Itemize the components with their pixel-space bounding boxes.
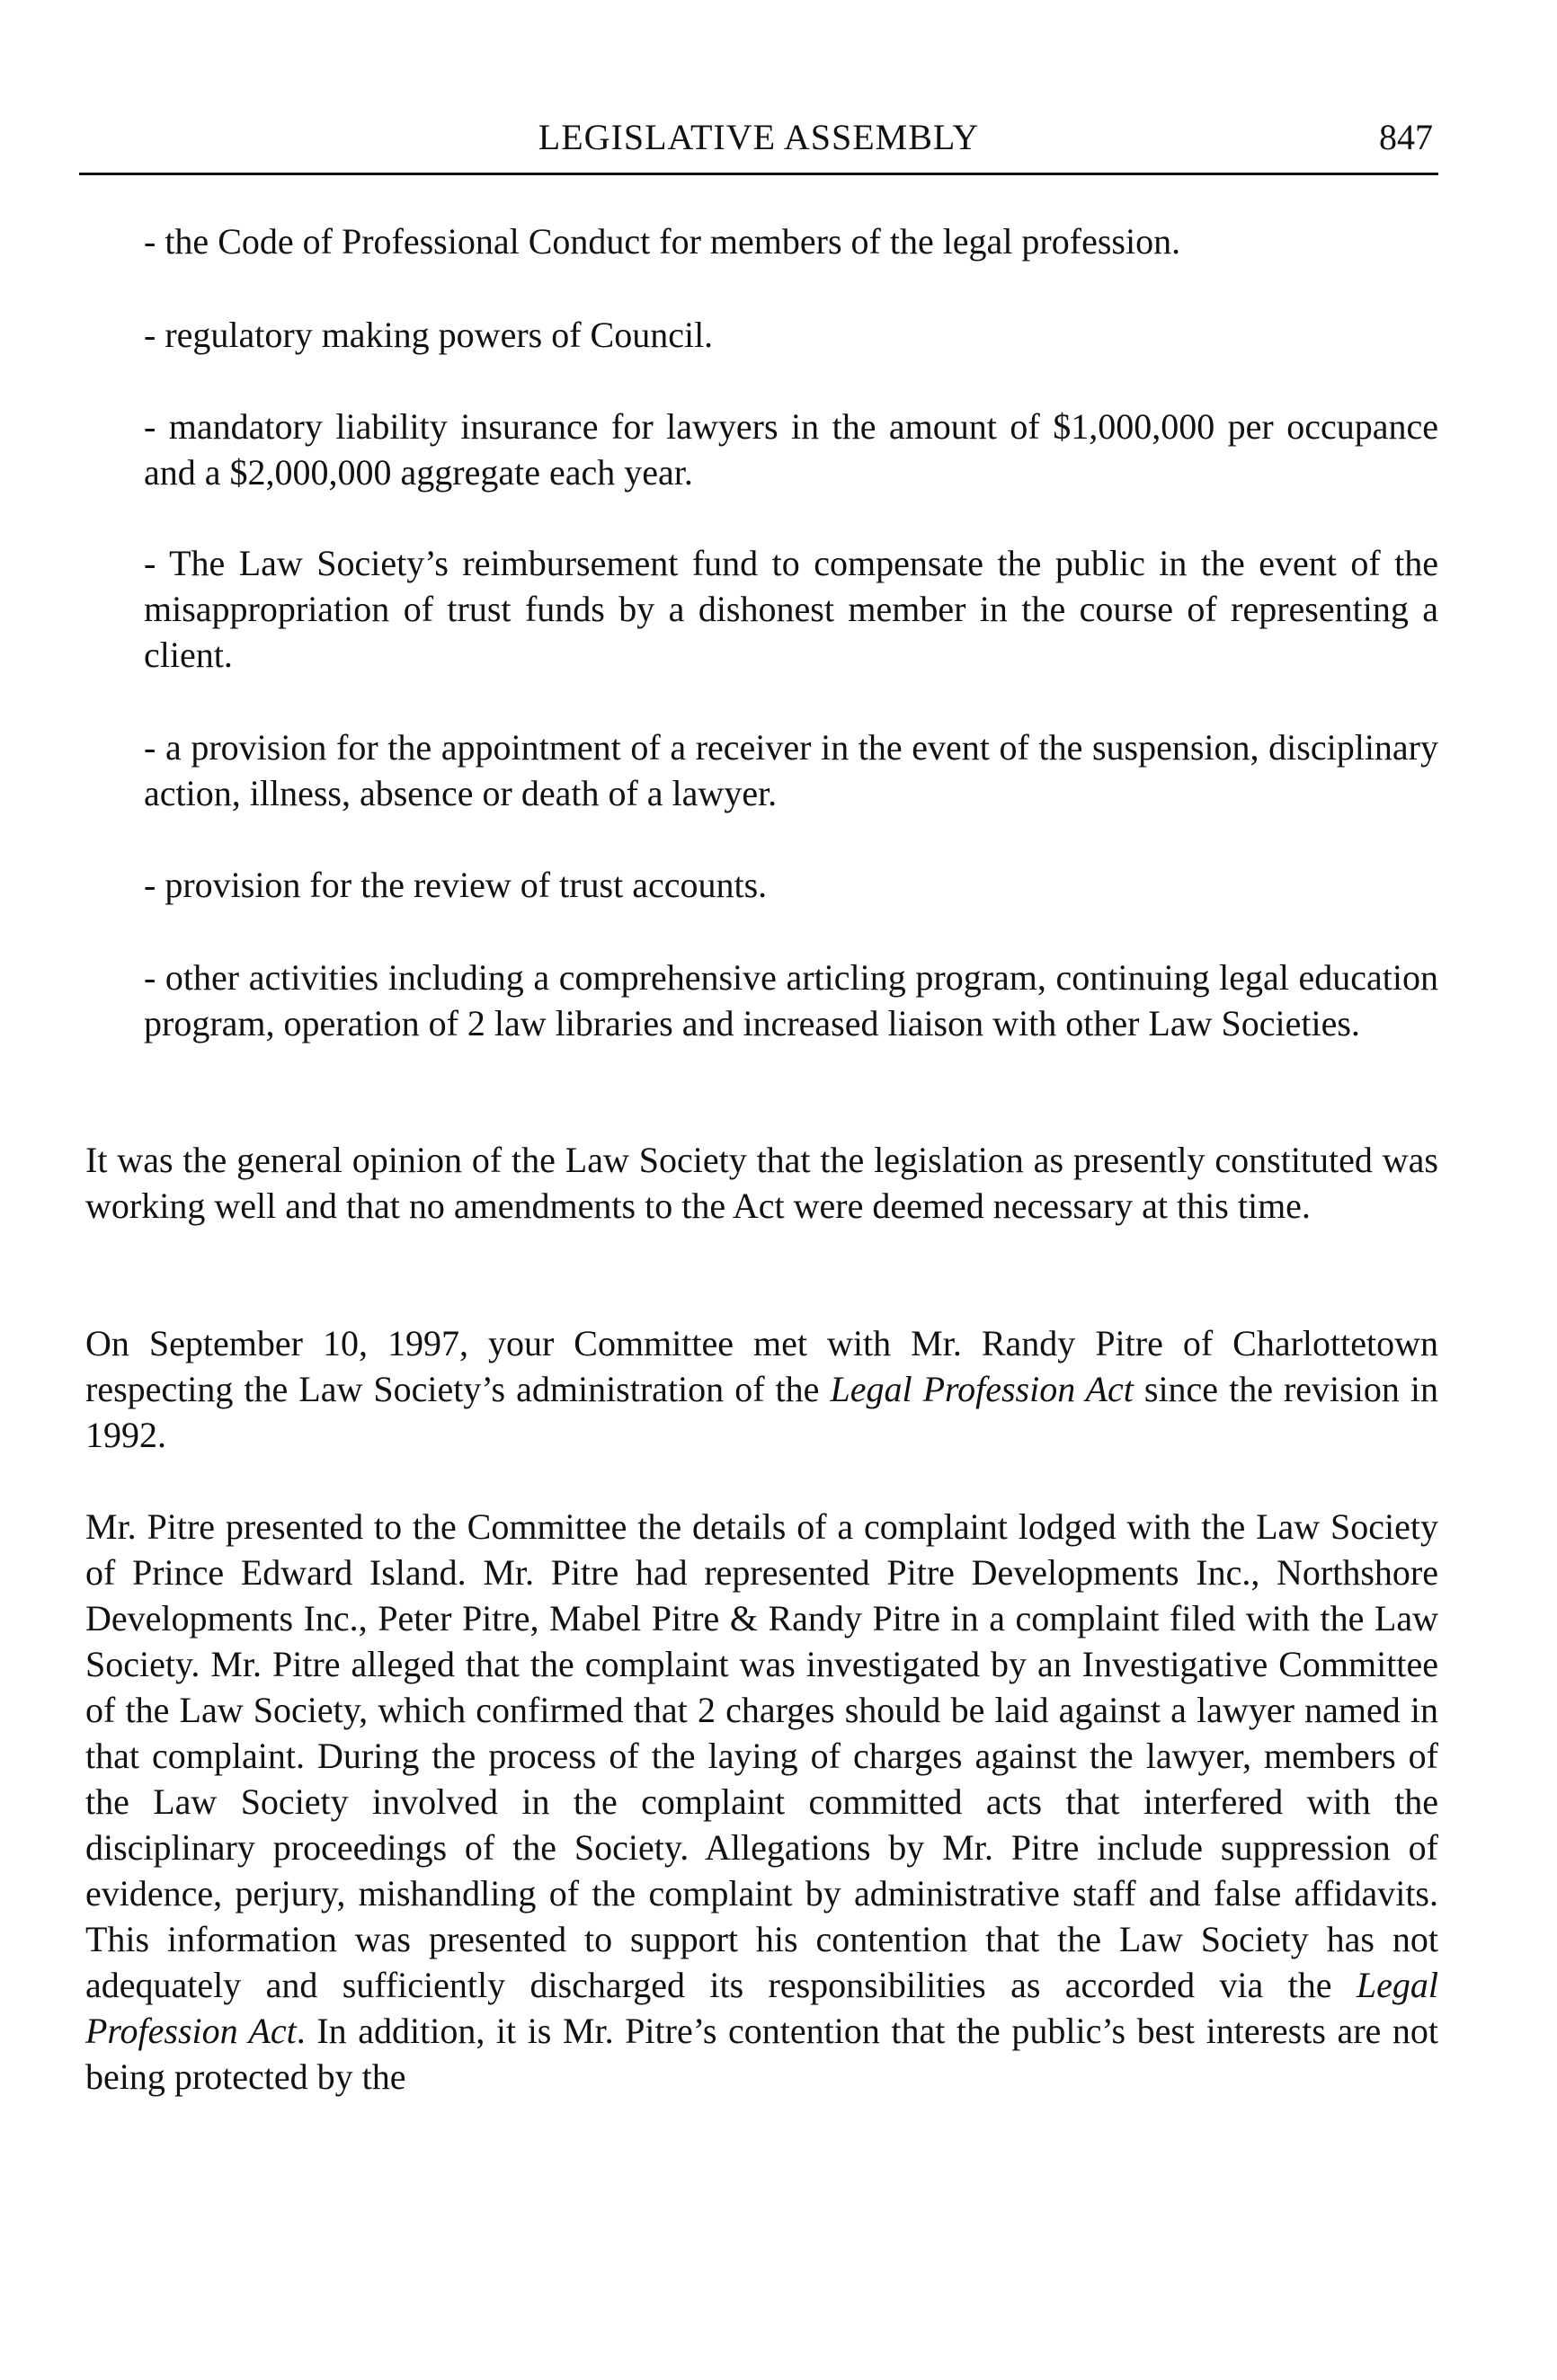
page-number: 847 (1379, 117, 1433, 157)
bullet-item: - regulatory making powers of Council. (144, 315, 714, 355)
bullet-item: - mandatory liability insurance for lawyers in the amount of $1,000,000 per occupance and a $2,000,000 aggregate each year. (144, 406, 1438, 493)
bullet-item: - other activities including a comprehensive articling program, continuing legal education program, operation of 2 law libraries and increased liaison with other Law Societies. (144, 957, 1438, 1043)
act-title: Legal Profession Act (830, 1369, 1134, 1409)
paragraph-text: Mr. Pitre presented to the Committee the details of a complaint lodged with the Law Society of Prince Edward Island. Mr. Pitre had represented Pitre Developments Inc., Northshore Developments Inc., Peter Pitre, Mabel Pitre & Randy Pitre in a complaint filed with the Law Society. Mr. Pitre alleged that the complaint was investigated by an Investigative Committee of the Law Society, which confirmed that 2 charges should be laid against a lawyer named in that complaint. During the process of the laying of charges against the lawyer, members of the Law Society involved in the complaint committed acts that interfered with the disciplinary proceedings of the Society. Allegations by Mr. Pitre include suppression of evidence, perjury, mishandling of the complaint by administrative staff and false affidavits. This information was presented to support his contention that the Law Society has not adequately and sufficiently discharged its responsibilities as accorded via the (85, 1506, 1438, 2005)
paragraph-text: . In addition, it is Mr. Pitre’s contention that the public’s best interests are not being protected by the (85, 2011, 1438, 2097)
paragraph-text: since the revision in 1992. (85, 1369, 1438, 1455)
paragraph (85, 1320, 1438, 1458)
paragraph-text: On September 10, 1997, your Committee met with Mr. Randy Pitre of Charlottetown respecting the Law Society’s administration of the (85, 1323, 1438, 1409)
running-header (79, 115, 1438, 175)
paragraph: It was the general opinion of the Law Society that the legislation as presently constituted was working well and that no amendments to the Act were deemed necessary at this time. (85, 1140, 1438, 1226)
bullet-item: - provision for the review of trust accounts. (144, 865, 768, 905)
paragraph (85, 1504, 1438, 2100)
bullet-item: - The Law Society’s reimbursement fund to compensate the public in the event of the misappropriation of trust funds by a dishonest member in the course of representing a client. (144, 543, 1438, 675)
header-title: LEGISLATIVE ASSEMBLY (538, 117, 980, 157)
bullet-item: - the Code of Professional Conduct for members of the legal profession. (144, 221, 1181, 262)
bullet-item: - a provision for the appointment of a receiver in the event of the suspension, disciplinary action, illness, absence or death of a lawyer. (144, 727, 1438, 813)
act-title: Legal Profession Act (85, 1965, 1438, 2051)
